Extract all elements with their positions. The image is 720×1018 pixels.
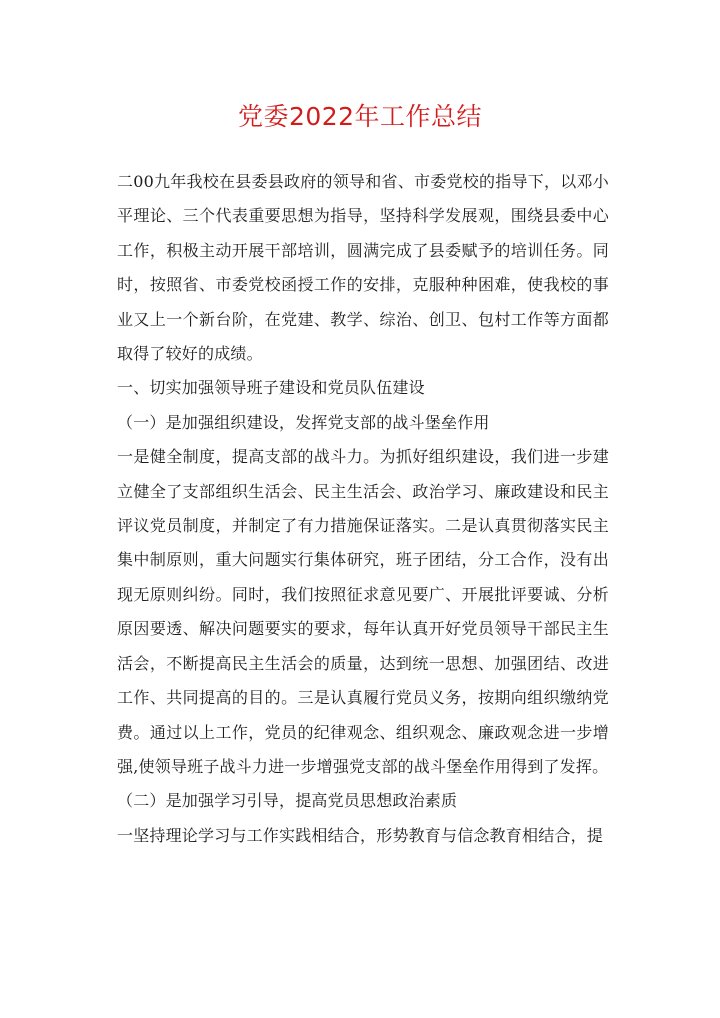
paragraph-study: 一坚持理论学习与工作实践相结合，形势教育与信念教育相结合，提 [117,825,604,845]
document-title: 党委2022年工作总结 [237,102,483,131]
paragraph-intro: 二00九年我校在县委县政府的领导和省、市委党校的指导下，以邓小平理论、三个代表重要思想为指导，坚持科学发展观，围绕县委中心工作，积极主动开展干部培训，圆满完成了县委赋予的培训任务。同时，按照省、市委党校函授工作的安排，克服种种困难，使我校的事业又上一个新台阶，在党建、教学、综治、创卫、包村工作等方面都取得了较好的成绩。 [117,172,609,364]
subsection-heading-1: （一）是加强组织建设，发挥党支部的战斗堡垒作用 [117,412,490,432]
section-heading-1: 一、切实加强领导班子建设和党员队伍建设 [117,378,425,398]
document-body [117,165,609,853]
paragraph-organization: 一是健全制度，提高支部的战斗力。为抓好组织建设，我们进一步建立健全了支部组织生活会、民主生活会、政治学习、廉政建设和民主评议党员制度，并制定了有力措施保证落实。二是认真贯彻落实民主集中制原则，重大问题实行集体研究，班子团结，分工合作，没有出现无原则纠纷。同时，我们按照征求意见要广、开展批评要诚、分析原因要透、解决问题要实的要求，每年认真开好党员领导干部民主生活会，不断提高民主生活会的质量，达到统一思想、加强团结、改进工作、共同提高的目的。三是认真履行党员义务，按期向组织缴纳党费。通过以上工作，党员的纪律观念、组织观念、廉政观念进一步增强,使领导班子战斗力进一步增强党支部的战斗堡垒作用得到了发挥。 [117,447,609,776]
subsection-heading-2: （二）是加强学习引导，提高党员思想政治素质 [117,791,458,811]
